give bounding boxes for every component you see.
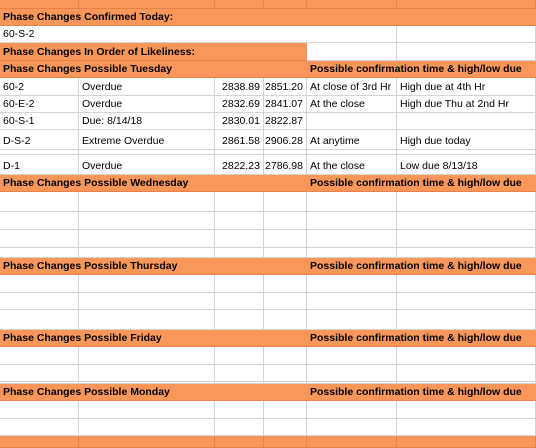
blank-cell[interactable] — [307, 26, 397, 43]
value-2-cell-text: 2822.87 — [265, 115, 303, 127]
wednesday-confirmation-header-text: Possible confirmation time & high/low due — [310, 177, 522, 189]
friday-confirmation-header[interactable] — [307, 330, 536, 347]
blank-cell[interactable] — [215, 230, 264, 248]
high-low-due-cell[interactable] — [397, 78, 536, 96]
header-fill-cell[interactable] — [397, 436, 536, 448]
blank-cell[interactable] — [79, 365, 215, 382]
value-1-cell-text: 2832.69 — [222, 98, 260, 110]
thursday-confirmation-header[interactable] — [307, 258, 536, 275]
blank-row — [0, 310, 536, 330]
high-low-due-cell[interactable] — [397, 155, 536, 175]
likeliness-header-row — [0, 43, 536, 61]
blank-cell[interactable] — [397, 230, 536, 248]
friday-header-row — [0, 330, 536, 347]
confirmation-time-cell-text: At close of 3rd Hr — [310, 81, 392, 93]
blank-cell[interactable] — [0, 419, 79, 436]
confirmation-time-cell-text: At the close — [310, 160, 365, 172]
blank-cell[interactable] — [397, 43, 536, 61]
confirmed-today-header-row — [0, 9, 536, 26]
header-fill-cell[interactable] — [215, 436, 264, 448]
tuesday-table-row — [0, 78, 536, 96]
tuesday-confirmation-header-text: Possible confirmation time & high/low due — [310, 63, 522, 75]
blank-cell[interactable] — [0, 310, 79, 330]
blank-cell[interactable] — [307, 419, 397, 436]
monday-confirmation-header-text: Possible confirmation time & high/low due — [310, 386, 522, 398]
value-2-cell[interactable] — [264, 155, 307, 175]
header-fill-cell[interactable] — [0, 436, 79, 448]
monday-confirmation-header[interactable] — [307, 384, 536, 401]
blank-row — [0, 365, 536, 382]
header-fill-cell[interactable] — [264, 0, 307, 9]
monday-header-text: Phase Changes Possible Monday — [3, 386, 170, 398]
confirmation-time-cell[interactable] — [307, 96, 397, 113]
high-low-due-cell-text: High due Thu at 2nd Hr — [400, 98, 509, 110]
blank-cell[interactable] — [79, 275, 215, 293]
blank-cell[interactable] — [397, 192, 536, 212]
phase-cell-text: D-S-2 — [3, 135, 31, 147]
wednesday-confirmation-header[interactable] — [307, 175, 536, 192]
blank-cell[interactable] — [264, 419, 307, 436]
high-low-due-cell-text: Low due 8/13/18 — [400, 160, 478, 172]
blank-cell[interactable] — [264, 275, 307, 293]
blank-cell[interactable] — [0, 248, 79, 258]
status-cell-text: Extreme Overdue — [82, 135, 165, 147]
tuesday-table-row — [0, 130, 536, 150]
monday-header-row — [0, 384, 536, 401]
friday-header[interactable] — [0, 330, 307, 347]
value-2-cell-text: 2906.28 — [265, 135, 303, 147]
friday-header-text: Phase Changes Possible Friday — [3, 332, 162, 344]
blank-cell[interactable] — [0, 293, 79, 310]
blank-cell[interactable] — [215, 212, 264, 230]
blank-cell[interactable] — [264, 293, 307, 310]
thursday-confirmation-header-text: Possible confirmation time & high/low due — [310, 260, 522, 272]
confirmation-time-cell-text: At the close — [310, 98, 365, 110]
blank-cell[interactable] — [0, 347, 79, 365]
status-cell-text: Due: 8/14/18 — [82, 115, 143, 127]
blank-cell[interactable] — [215, 293, 264, 310]
wednesday-header-row — [0, 175, 536, 192]
high-low-due-cell-text: High due today — [400, 135, 471, 147]
friday-confirmation-header-text: Possible confirmation time & high/low due — [310, 332, 522, 344]
confirmed-today-value-row — [0, 26, 536, 43]
header-fill-cell[interactable] — [0, 0, 79, 9]
blank-cell[interactable] — [397, 212, 536, 230]
phase-cell[interactable] — [0, 113, 79, 130]
blank-cell[interactable] — [264, 230, 307, 248]
confirmation-time-cell[interactable] — [307, 113, 397, 130]
confirmation-time-cell[interactable] — [307, 130, 397, 150]
tuesday-confirmation-header[interactable] — [307, 61, 536, 78]
blank-cell[interactable] — [397, 275, 536, 293]
value-1-cell[interactable] — [215, 155, 264, 175]
blank-cell[interactable] — [215, 192, 264, 212]
header-fill-row — [0, 0, 536, 9]
blank-row — [0, 230, 536, 248]
high-low-due-cell[interactable] — [397, 130, 536, 150]
blank-cell[interactable] — [397, 419, 536, 436]
thursday-header-text: Phase Changes Possible Thursday — [3, 260, 178, 272]
header-fill-cell[interactable] — [215, 0, 264, 9]
blank-row — [0, 293, 536, 310]
tuesday-table-row — [0, 96, 536, 113]
blank-cell[interactable] — [264, 248, 307, 258]
status-cell-text: Overdue — [82, 81, 123, 93]
status-cell[interactable] — [79, 78, 215, 96]
status-cell[interactable] — [79, 130, 215, 150]
status-cell[interactable] — [79, 96, 215, 113]
value-1-cell-text: 2822.23 — [222, 160, 260, 172]
value-2-cell[interactable] — [264, 78, 307, 96]
blank-cell[interactable] — [215, 401, 264, 419]
confirmed-today-header[interactable] — [0, 9, 536, 26]
phase-cell[interactable] — [0, 78, 79, 96]
blank-row — [0, 419, 536, 436]
likeliness-header[interactable] — [0, 43, 307, 61]
blank-cell[interactable] — [307, 248, 397, 258]
status-cell[interactable] — [79, 155, 215, 175]
blank-cell[interactable] — [79, 192, 215, 212]
phase-cell-text: 60-2 — [3, 81, 25, 93]
blank-cell[interactable] — [307, 212, 397, 230]
blank-cell[interactable] — [79, 310, 215, 330]
blank-cell[interactable] — [307, 230, 397, 248]
tuesday-table-row — [0, 113, 536, 130]
blank-cell[interactable] — [264, 365, 307, 382]
blank-row — [0, 248, 536, 258]
value-1-cell[interactable] — [215, 113, 264, 130]
blank-cell[interactable] — [264, 310, 307, 330]
header-fill-cell[interactable] — [307, 0, 397, 9]
blank-row — [0, 212, 536, 230]
confirmation-time-cell[interactable] — [307, 78, 397, 96]
blank-cell[interactable] — [264, 347, 307, 365]
phase-cell[interactable] — [0, 155, 79, 175]
blank-cell[interactable] — [215, 248, 264, 258]
blank-cell[interactable] — [79, 230, 215, 248]
blank-cell[interactable] — [0, 192, 79, 212]
blank-cell[interactable] — [307, 401, 397, 419]
blank-row — [0, 401, 536, 419]
blank-cell[interactable] — [0, 401, 79, 419]
blank-cell[interactable] — [307, 192, 397, 212]
blank-cell[interactable] — [215, 419, 264, 436]
blank-cell[interactable] — [0, 212, 79, 230]
confirmed-today-value[interactable] — [0, 26, 307, 43]
blank-cell[interactable] — [307, 43, 397, 61]
blank-row — [0, 275, 536, 293]
blank-cell[interactable] — [0, 365, 79, 382]
blank-cell[interactable] — [397, 26, 536, 43]
value-2-cell-text: 2841.07 — [265, 98, 303, 110]
blank-cell[interactable] — [397, 347, 536, 365]
blank-cell[interactable] — [79, 212, 215, 230]
status-cell-text: Overdue — [82, 98, 123, 110]
blank-cell[interactable] — [0, 275, 79, 293]
blank-cell[interactable] — [397, 310, 536, 330]
value-1-cell-text: 2861.58 — [222, 135, 260, 147]
confirmed-today-value-text: 60-S-2 — [3, 28, 35, 40]
status-cell-text: Overdue — [82, 160, 123, 172]
value-1-cell-text: 2838.89 — [222, 81, 260, 93]
confirmation-time-cell[interactable] — [307, 155, 397, 175]
header-fill-cell[interactable] — [79, 0, 215, 9]
monday-header[interactable] — [0, 384, 307, 401]
blank-cell[interactable] — [397, 401, 536, 419]
value-1-cell-text: 2830.01 — [222, 115, 260, 127]
blank-cell[interactable] — [264, 192, 307, 212]
wednesday-header[interactable] — [0, 175, 307, 192]
blank-cell[interactable] — [397, 365, 536, 382]
blank-cell[interactable] — [79, 248, 215, 258]
blank-cell[interactable] — [307, 365, 397, 382]
blank-cell[interactable] — [307, 310, 397, 330]
value-2-cell-text: 2786.98 — [265, 160, 303, 172]
blank-cell[interactable] — [79, 401, 215, 419]
blank-cell[interactable] — [264, 212, 307, 230]
tuesday-table-row — [0, 155, 536, 175]
tuesday-header-row — [0, 61, 536, 78]
confirmed-today-header-text: Phase Changes Confirmed Today: — [3, 11, 174, 23]
value-2-cell[interactable] — [264, 96, 307, 113]
blank-cell[interactable] — [307, 293, 397, 310]
blank-cell[interactable] — [79, 347, 215, 365]
thursday-header[interactable] — [0, 258, 307, 275]
blank-cell[interactable] — [397, 293, 536, 310]
header-fill-cell[interactable] — [264, 436, 307, 448]
high-low-due-cell-text: High due at 4th Hr — [400, 81, 486, 93]
blank-cell[interactable] — [215, 365, 264, 382]
status-cell[interactable] — [79, 113, 215, 130]
value-2-cell-text: 2851.20 — [265, 81, 303, 93]
blank-row — [0, 347, 536, 365]
value-1-cell[interactable] — [215, 130, 264, 150]
blank-row — [0, 192, 536, 212]
value-2-cell[interactable] — [264, 113, 307, 130]
value-2-cell[interactable] — [264, 130, 307, 150]
phase-cell-text: 60-E-2 — [3, 98, 35, 110]
blank-cell[interactable] — [307, 275, 397, 293]
blank-cell[interactable] — [215, 275, 264, 293]
phase-cell-text: D-1 — [3, 160, 20, 172]
tuesday-header-text: Phase Changes Possible Tuesday — [3, 63, 173, 75]
high-low-due-cell[interactable] — [397, 96, 536, 113]
blank-cell[interactable] — [79, 419, 215, 436]
header-fill-cell[interactable] — [307, 436, 397, 448]
blank-cell[interactable] — [307, 347, 397, 365]
likeliness-header-text: Phase Changes In Order of Likeliness: — [3, 46, 195, 58]
header-fill-row — [0, 436, 536, 448]
blank-cell[interactable] — [215, 310, 264, 330]
header-fill-cell[interactable] — [397, 0, 536, 9]
confirmation-time-cell-text: At anytime — [310, 135, 360, 147]
blank-cell[interactable] — [264, 401, 307, 419]
phase-cell[interactable] — [0, 96, 79, 113]
blank-cell[interactable] — [215, 347, 264, 365]
phase-cell-text: 60-S-1 — [3, 115, 35, 127]
thursday-header-row — [0, 258, 536, 275]
header-fill-cell[interactable] — [79, 436, 215, 448]
blank-cell[interactable] — [79, 293, 215, 310]
tuesday-header[interactable] — [0, 61, 307, 78]
value-1-cell[interactable] — [215, 78, 264, 96]
value-1-cell[interactable] — [215, 96, 264, 113]
blank-cell[interactable] — [397, 248, 536, 258]
blank-cell[interactable] — [0, 230, 79, 248]
high-low-due-cell[interactable] — [397, 113, 536, 130]
phase-cell[interactable] — [0, 130, 79, 150]
wednesday-header-text: Phase Changes Possible Wednesday — [3, 177, 189, 189]
